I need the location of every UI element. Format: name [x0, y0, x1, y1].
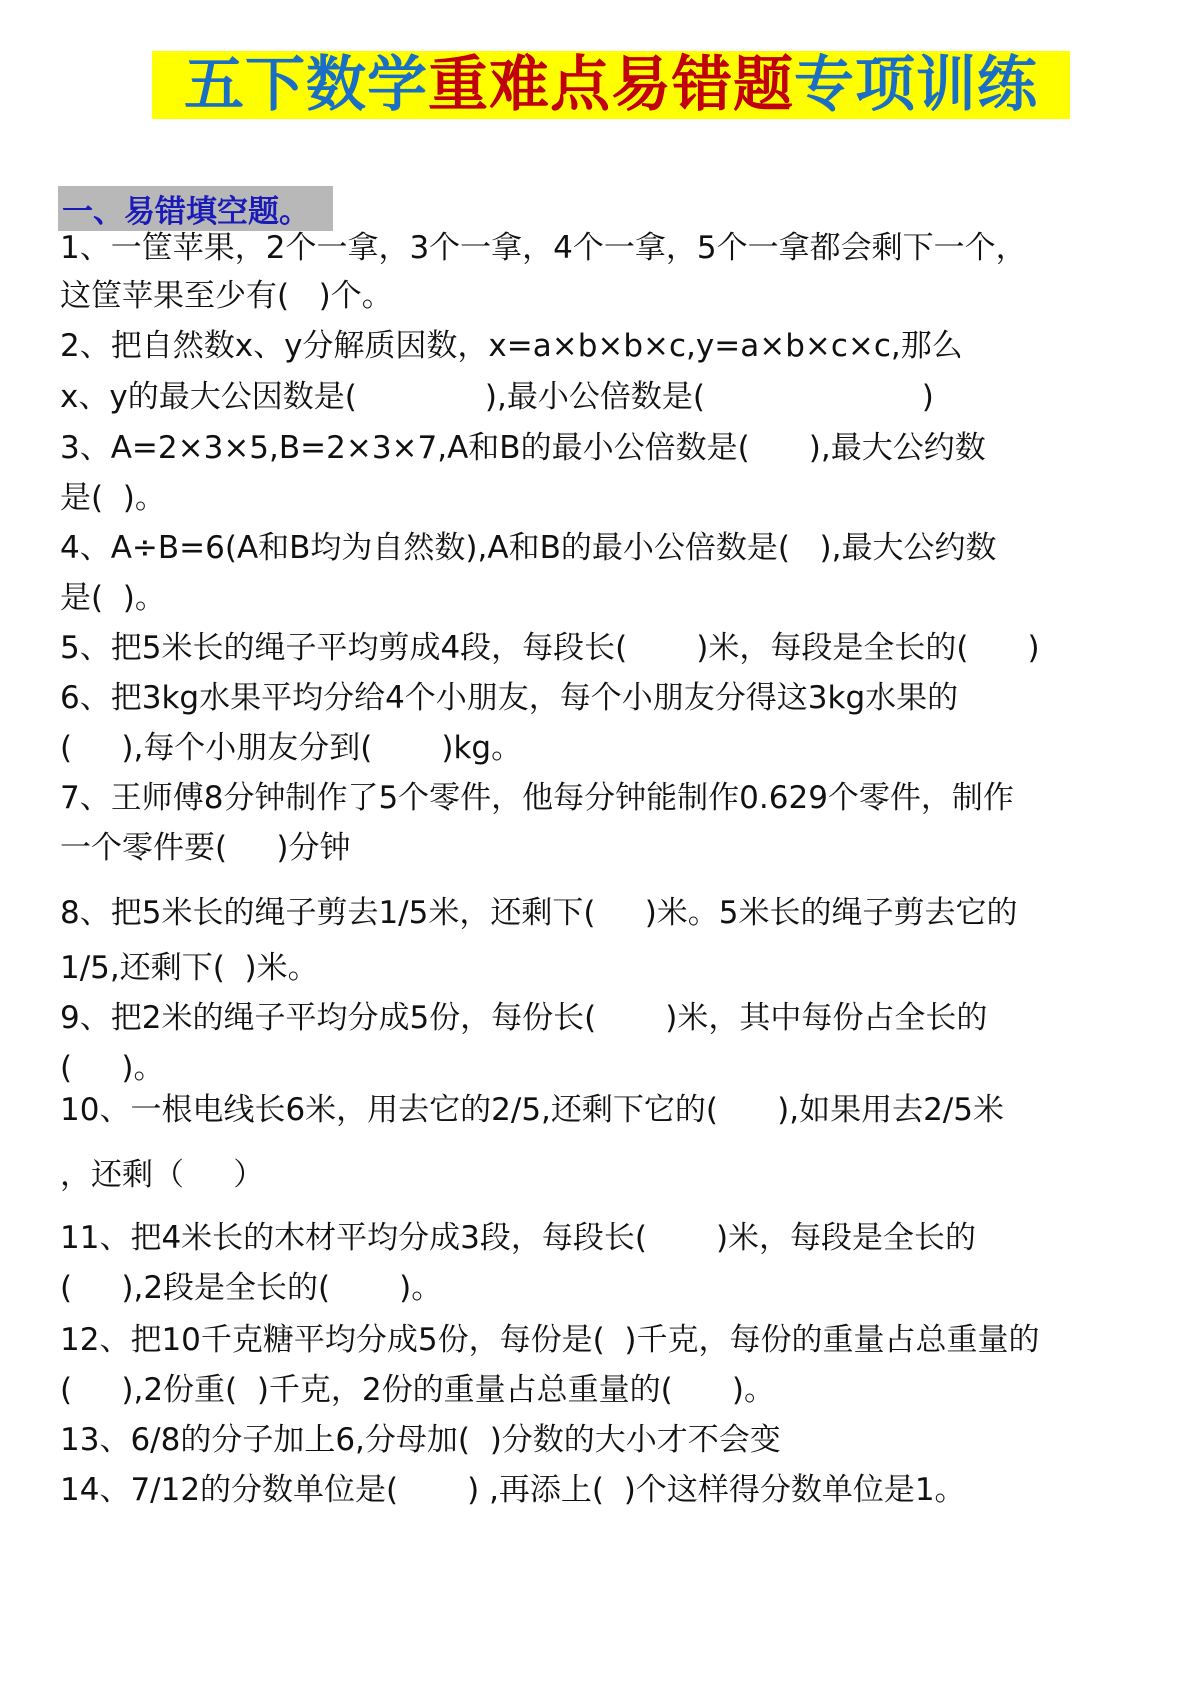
section-heading	[58, 186, 333, 231]
question-1-line-1: 1、一筐苹果，2个一拿，3个一拿，4个一拿，5个一拿都会剩下一个，	[60, 230, 1027, 266]
question-12-line-1: 12、把10千克糖平均分成5份，每份是( )千克，每份的重量占总重量的	[60, 1322, 1040, 1358]
question-14: 14、7/12的分数单位是( ) ,再添上( )个这样得分数单位是1。	[60, 1472, 966, 1508]
question-6-line-1: 6、把3kg水果平均分给4个小朋友，每个小朋友分得这3kg水果的	[60, 680, 959, 716]
section-heading-text: 一、易错填空题。	[62, 194, 310, 230]
question-8-line-1: 8、把5米长的绳子剪去1/5米，还剩下( )米。5米长的绳子剪去它的	[60, 895, 1018, 931]
question-10-line-2: ，还剩（ ）	[60, 1157, 265, 1193]
question-1-line-2: 这筐苹果至少有( )个。	[60, 278, 393, 314]
question-7-line-1: 7、王师傅8分钟制作了5个零件，他每分钟能制作0.629个零件，制作	[60, 780, 1014, 816]
question-2-line-2: x、y的最大公因数是( ),最小公倍数是( )	[60, 379, 934, 415]
question-6-line-2: ( ),每个小朋友分到( )kg。	[60, 730, 523, 766]
question-13: 13、6/8的分子加上6,分母加( )分数的大小才不会变	[60, 1422, 781, 1458]
question-4-line-2: 是( )。	[60, 580, 166, 616]
question-8-line-2: 1/5,还剩下( )米。	[60, 950, 319, 986]
question-10-line-1: 10、一根电线长6米，用去它的2/5,还剩下它的( ),如果用去2/5米	[60, 1092, 1004, 1128]
question-2-line-1: 2、把自然数x、y分解质因数，x=a×b×b×c,y=a×b×c×c,那么	[60, 328, 963, 364]
title-banner	[152, 51, 1070, 119]
question-9-line-1: 9、把2米的绳子平均分成5份，每份长( )米，其中每份占全长的	[60, 1000, 988, 1036]
title-part-focus: 重难点易错题	[428, 50, 794, 120]
question-5: 5、把5米长的绳子平均剪成4段，每段长( )米，每段是全长的( )	[60, 630, 1040, 666]
page-title	[184, 51, 1038, 119]
question-9-line-2: ( )。	[60, 1050, 165, 1086]
question-7-line-2: 一个零件要( )分钟	[60, 830, 351, 866]
question-3-line-1: 3、A=2×3×5,B=2×3×7,A和B的最小公倍数是( ),最大公约数	[60, 430, 986, 466]
title-part-training: 专项训练	[794, 50, 1038, 120]
question-11-line-2: ( ),2段是全长的( )。	[60, 1270, 443, 1306]
question-3-line-2: 是( )。	[60, 480, 166, 516]
title-part-grade: 五下数学	[184, 50, 428, 120]
question-11-line-1: 11、把4米长的木材平均分成3段，每段长( )米，每段是全长的	[60, 1220, 977, 1256]
question-12-line-2: ( ),2份重( )千克，2份的重量占总重量的( )。	[60, 1372, 775, 1408]
question-4-line-1: 4、A÷B=6(A和B均为自然数),A和B的最小公倍数是( ),最大公约数	[60, 530, 997, 566]
